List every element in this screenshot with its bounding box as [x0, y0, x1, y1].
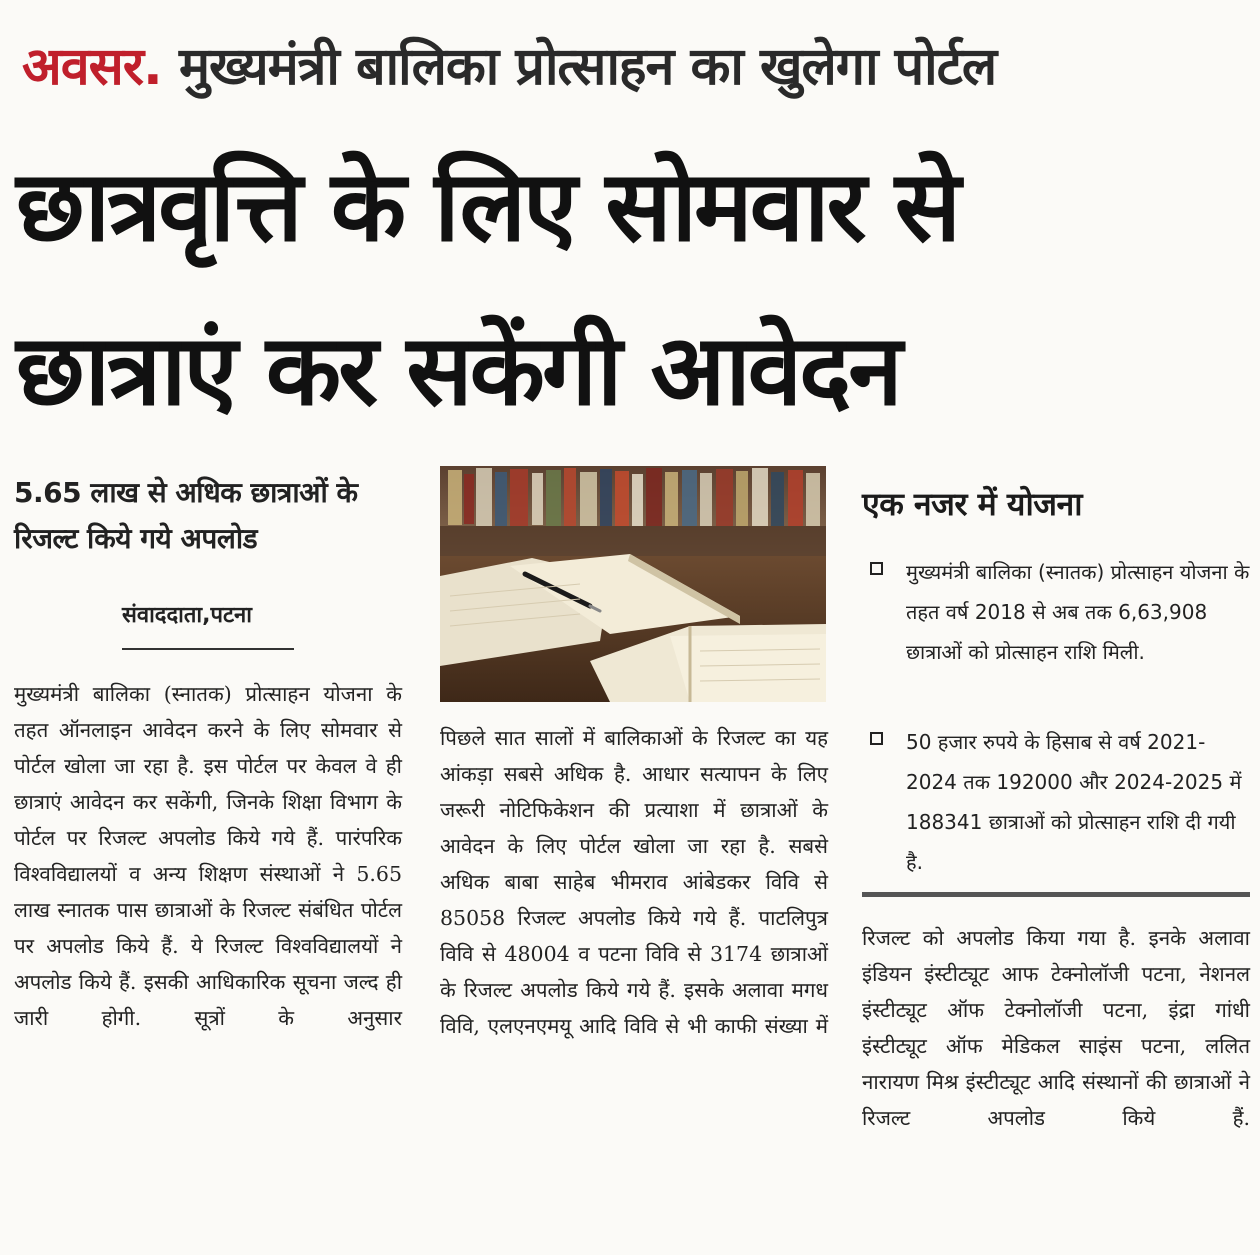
subheadline: 5.65 लाख से अधिक छात्राओं के रिजल्ट किये गये अपलोड — [14, 476, 358, 555]
article-column-1: मुख्यमंत्री बालिका (स्नातक) प्रोत्साहन योजना के तहत ऑनलाइन आवेदन करने के लिए सोमवार से पोर्टल खोला जा रहा है. इस पोर्टल पर केवल वे ही छात्राएं आवेदन कर सकेंगी, जिनके शिक्षा विभाग के पोर्टल पर रिजल्ट अपलोड किये गये हैं. पारंपरिक विश्वविद्यालयों व अन्य शिक्षण संस्थाओं ने 5.65 लाख स्नातक पास छात्राओं के रिजल्ट संबंधित पोर्टल पर अपलोड किये हैं. ये रिजल्ट विश्वविद्यालयों ने अपलोड किये हैं. इसकी आधिकारिक सूचना जल्द ही जारी होगी. सूत्रों के अनुसार — [14, 682, 402, 1030]
square-bullet-icon — [870, 562, 883, 575]
article-column-2: पिछले सात सालों में बालिकाओं के रिजल्ट का यह आंकड़ा सबसे अधिक है. आधार सत्यापन के लिए जरूरी नोटिफिकेशन की प्रत्याशा में छात्राओं के आवेदन के लिए पोर्टल खोला जा रहा है. सबसे अधिक बाबा साहेब भीमराव आंबेडकर विवि से 85058 रिजल्ट अपलोड किये गये हैं. पाटलिपुत्र विवि से 48004 व पटना विवि से 3174 छात्राओं के रिजल्ट अपलोड किये गये हैं. इसके अलावा मगध विवि, एलएनएमयू आदि विवि से भी काफी संख्या में — [440, 726, 828, 1038]
books-photo — [440, 466, 826, 702]
info-box-divider — [862, 892, 1250, 897]
byline: संवाददाता,पटना — [122, 603, 252, 628]
headline-line-1: छात्रवृत्ति के लिए सोमवार से — [16, 150, 958, 264]
info-bullet-2-text: 50 हजार रुपये के हिसाब से वर्ष 2021-2024 तक 192000 और 2024-2025 में 188341 छात्राओं को प्रोत्साहन राशि दी गयी है. — [906, 730, 1242, 874]
square-bullet-icon — [870, 732, 883, 745]
kicker-text: मुख्यमंत्री बालिका प्रोत्साहन का खुलेगा पोर्टल — [178, 37, 997, 97]
headline-line-2: छात्राएं कर सकेंगी आवेदन — [16, 314, 900, 428]
books-illustration — [440, 466, 826, 702]
info-box-title: एक नजर में योजना — [862, 485, 1083, 523]
kicker-line — [22, 22, 1252, 112]
article-column-3: रिजल्ट को अपलोड किया गया है. इनके अलावा इंडियन इंस्टीट्यूट आफ टेक्नोलॉजी पटना, नेशनल इंस्टीट्यूट ऑफ टेक्नोलॉजी पटना, इंद्रा गांधी इंस्टीट्यूट ऑफ मेडिकल साइंस पटना, ललित नारायण मिश्र इंस्टीट्यूट आदि संस्थानों की छात्राओं ने रिजल्ट अपलोड किये हैं. — [862, 926, 1250, 1130]
byline-rule — [122, 648, 294, 650]
info-bullet-1-text: मुख्यमंत्री बालिका (स्नातक) प्रोत्साहन योजना के तहत वर्ष 2018 से अब तक 6,63,908 छात्राओं को प्रोत्साहन राशि मिली. — [906, 560, 1250, 664]
kicker-label: अवसर. — [22, 37, 162, 97]
